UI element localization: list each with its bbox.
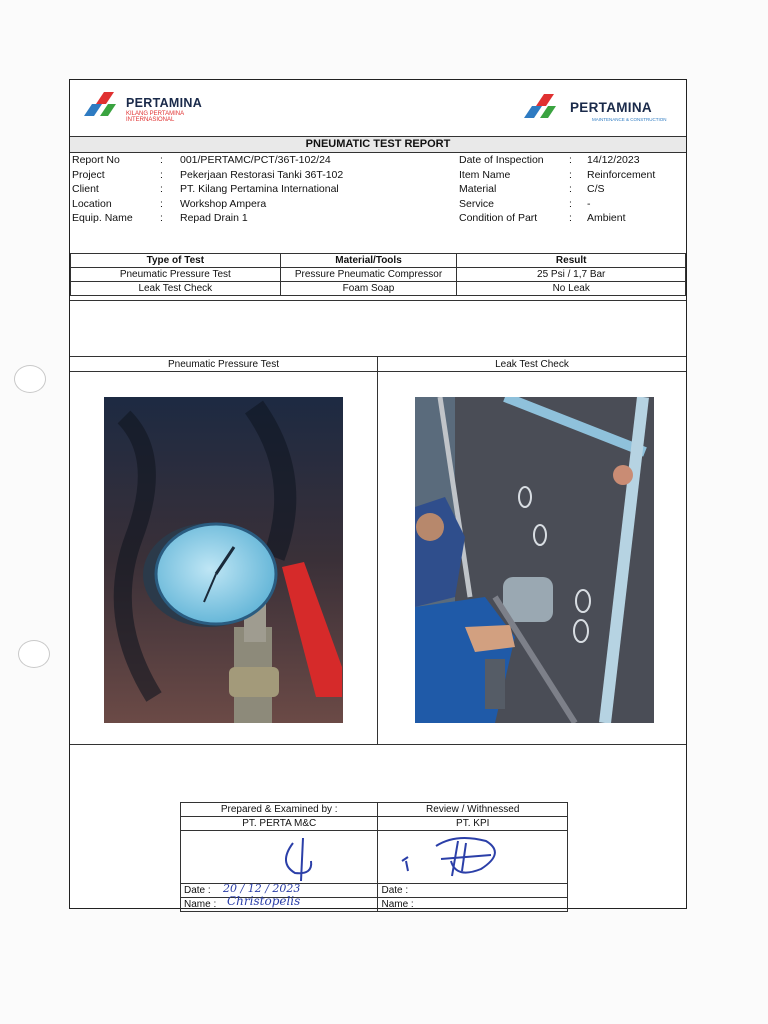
left-logo-name: PERTAMINA bbox=[126, 96, 203, 110]
info-label: Material bbox=[459, 183, 497, 195]
right-logo-sub: MAINTENANCE & CONSTRUCTION bbox=[592, 117, 667, 122]
name-label: Name : bbox=[184, 899, 217, 910]
review-company: PT. KPI bbox=[378, 817, 568, 831]
photo-caption-left: Pneumatic Pressure Test bbox=[168, 359, 279, 370]
pertamina-emblem-icon bbox=[522, 92, 564, 120]
report-sheet bbox=[69, 79, 687, 909]
info-colon: : bbox=[569, 197, 572, 210]
date-label: Date : bbox=[184, 885, 211, 896]
info-value: 14/12/2023 bbox=[587, 154, 640, 166]
table-cell: 25 Psi / 1,7 Bar bbox=[457, 268, 686, 282]
info-row bbox=[72, 197, 343, 212]
info-label: Date of Inspection bbox=[459, 154, 544, 166]
table-row bbox=[71, 282, 686, 296]
info-colon: : bbox=[569, 168, 572, 181]
prepared-name-cell bbox=[181, 894, 378, 912]
prepared-signature-cell bbox=[181, 831, 378, 884]
table-header: Type of Test bbox=[71, 254, 281, 268]
table-header-row bbox=[71, 254, 686, 268]
info-colon: : bbox=[160, 168, 163, 181]
info-row bbox=[459, 211, 655, 226]
photo-caption-right: Leak Test Check bbox=[495, 359, 569, 370]
review-signature-cell bbox=[378, 831, 568, 884]
table-header: Material/Tools bbox=[280, 254, 457, 268]
info-colon: : bbox=[160, 154, 163, 166]
info-colon: : bbox=[160, 197, 163, 210]
signature-table bbox=[180, 802, 568, 912]
info-value: Pekerjaan Restorasi Tanki 36T-102 bbox=[180, 168, 344, 181]
info-row bbox=[72, 168, 343, 183]
punch-hole bbox=[18, 640, 50, 668]
info-value: Reinforcement bbox=[587, 168, 656, 181]
info-label: Client bbox=[72, 183, 99, 195]
section-divider bbox=[70, 744, 686, 745]
info-label: Location bbox=[72, 197, 112, 210]
info-label: Report No bbox=[72, 154, 120, 166]
handwritten-name: Christopelis bbox=[227, 894, 301, 908]
info-value: 001/PERTAMC/PCT/36T-102/24 bbox=[180, 154, 331, 166]
table-cell: Foam Soap bbox=[280, 282, 457, 296]
leak-test-photo bbox=[415, 397, 654, 723]
info-row bbox=[459, 182, 655, 197]
info-value: Workshop Ampera bbox=[180, 197, 267, 210]
pertamina-mc-logo bbox=[522, 90, 682, 126]
handwritten-signature bbox=[273, 833, 333, 883]
info-value: Ambient bbox=[587, 212, 626, 224]
review-name-cell bbox=[378, 898, 568, 912]
info-colon: : bbox=[160, 212, 163, 224]
left-logo-sub: KILANG PERTAMINA INTERNASIONAL bbox=[126, 111, 184, 123]
section-divider bbox=[70, 300, 686, 301]
info-right bbox=[459, 153, 655, 226]
info-colon: : bbox=[569, 212, 572, 224]
info-label: Condition of Part bbox=[459, 212, 538, 224]
report-title: PNEUMATIC TEST REPORT bbox=[70, 136, 686, 153]
section-divider bbox=[70, 356, 686, 357]
info-row bbox=[72, 182, 343, 197]
table-header: Result bbox=[457, 254, 686, 268]
punch-hole bbox=[14, 365, 46, 393]
info-left bbox=[72, 153, 343, 226]
info-label: Service bbox=[459, 197, 495, 210]
info-value: Repad Drain 1 bbox=[180, 212, 248, 224]
info-value: - bbox=[587, 197, 591, 210]
table-cell: No Leak bbox=[457, 282, 686, 296]
info-row bbox=[72, 211, 343, 226]
name-label: Name : bbox=[381, 899, 414, 910]
right-logo-name: PERTAMINA bbox=[570, 100, 652, 115]
table-row bbox=[71, 268, 686, 282]
info-colon: : bbox=[569, 183, 572, 195]
review-heading: Review / Withnessed bbox=[378, 803, 568, 817]
info-row bbox=[72, 153, 343, 168]
info-label: Equip. Name bbox=[72, 212, 133, 224]
pertamina-emblem-icon bbox=[82, 90, 124, 118]
photo-divider bbox=[377, 356, 378, 744]
info-label: Project bbox=[72, 168, 105, 181]
pertamina-kpi-logo bbox=[82, 88, 222, 128]
info-label: Item Name bbox=[459, 168, 511, 181]
tests-table bbox=[70, 253, 686, 296]
info-colon: : bbox=[160, 183, 163, 195]
info-value: PT. Kilang Pertamina International bbox=[180, 183, 339, 195]
review-date-cell bbox=[378, 884, 568, 898]
handwritten-signature bbox=[396, 831, 506, 881]
table-cell: Pressure Pneumatic Compressor bbox=[280, 268, 457, 282]
prepared-heading: Prepared & Examined by : bbox=[181, 803, 378, 817]
date-label: Date : bbox=[381, 885, 409, 896]
table-cell: Pneumatic Pressure Test bbox=[71, 268, 281, 282]
info-row bbox=[459, 197, 655, 212]
info-value: C/S bbox=[587, 183, 605, 195]
prepared-company: PT. PERTA M&C bbox=[181, 817, 378, 831]
table-cell: Leak Test Check bbox=[71, 282, 281, 296]
info-row bbox=[459, 168, 655, 183]
handwritten-date: 20 / 12 / 2023 bbox=[223, 882, 301, 895]
section-divider bbox=[70, 371, 686, 372]
pressure-gauge-photo bbox=[104, 397, 343, 723]
info-row bbox=[459, 153, 655, 168]
info-colon: : bbox=[569, 154, 572, 166]
